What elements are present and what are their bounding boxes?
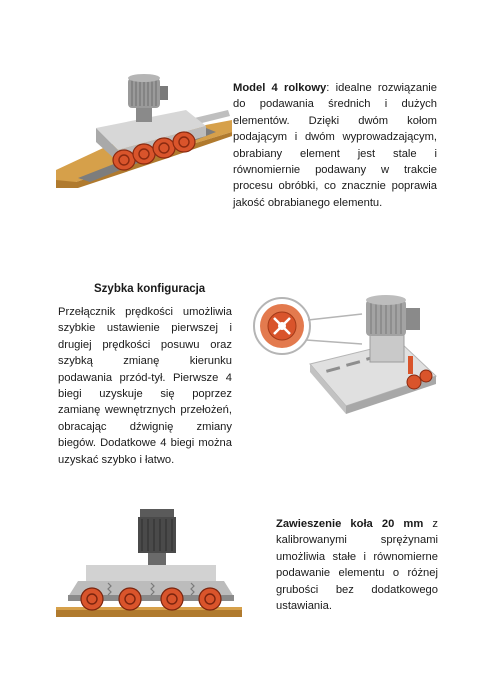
section3-text: z kalibrowanymi sprężynami umożliwia stałe i równomierne podawanie elementu o różnej grubości bez dodatkowego ustawiania. xyxy=(276,518,439,613)
section2-paragraph: Przełącznik prędkości umożliwia szybkie ustawienie pierwszej i drugiej prędkości posuwu oraz szybką zmianę kierunku podawania przód-tył. Pierwsze 4 biegi uzyskuje się poprzez zamianę wewnętrznych przełożeń, obracając dźwignię zmiany biegów. Dodatkowe 4 biegi można uzyskać szybko i łatwo. xyxy=(58,306,232,466)
speed-switch-image xyxy=(250,284,445,414)
section1-text: : idealne rozwiązanie do podawania średnich i dużych elementów. Dzięki dwóm kołom podającym i dwóm wyprowadzającym, obrabiany element jest stale i równomiernie podawany w trakcie procesu obróbki, co znacznie poprawia jakość obrabianego elementu. xyxy=(233,82,438,209)
feeder-4-roller-image xyxy=(56,70,232,188)
section3-paragraph xyxy=(276,516,438,614)
suspension-image xyxy=(56,505,242,619)
section1-bold: Model 4 rolkowy xyxy=(233,82,327,94)
section2-heading: Szybka konfiguracja xyxy=(94,283,206,295)
section1-paragraph xyxy=(233,80,437,211)
section3-bold: Zawieszenie koła 20 mm xyxy=(276,518,424,530)
